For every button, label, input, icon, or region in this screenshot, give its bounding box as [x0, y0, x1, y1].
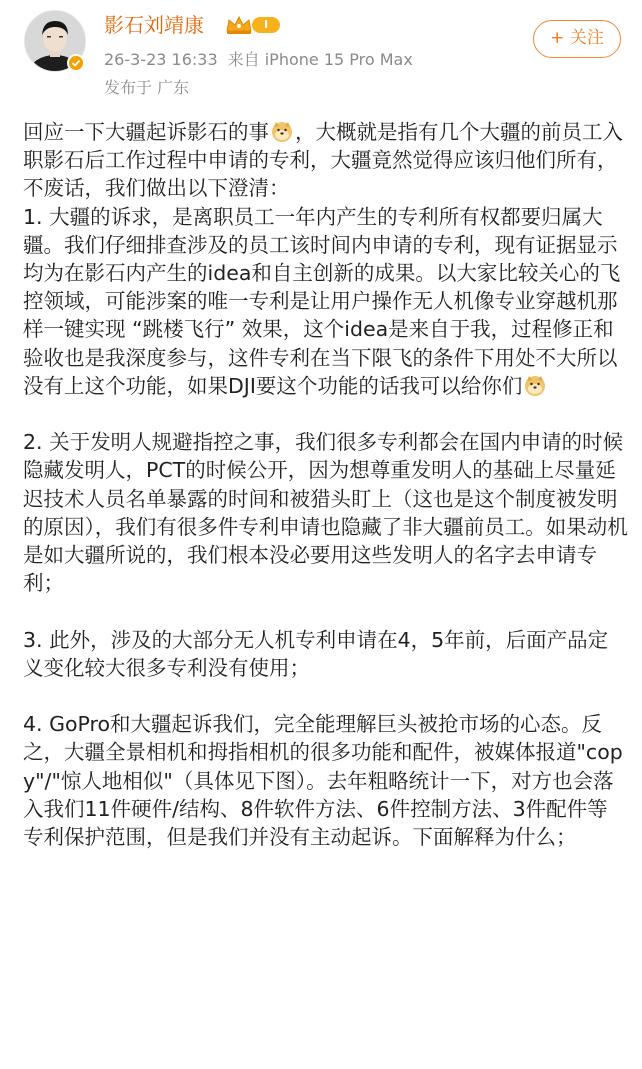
vip-crown-icon[interactable]: [224, 14, 254, 36]
post-paragraph-2: 2. 关于发明人规避指控之事，我们很多专利都会在国内申请的时候隐藏发明人，PCT的时候公开，因为想尊重发明人的基础上尽量延迟技术人员名单暴露的时间和被猎头盯上（这也是这个制度被发明的原因），我们有很多件专利申请也隐藏了非大疆前员工。如果动机是如大疆所说的，我们根本没必要用这些发明人的名字去申请专利；: [23, 430, 628, 596]
post-timestamp: 26-3-23 16:33: [104, 50, 218, 69]
verified-badge-icon: [67, 54, 85, 72]
post-text: 1. 大疆的诉求，是离职员工一年内产生的专利所有权都要归属大疆。我们仔细排查涉及的员工该时间内申请的专利，现有证据显示均为在影石内产生的idea和自主创新的成果。以大家比较关心的飞控领域，可能涉案的唯一专利是让用户操作无人机像专业穿越机那样一键实现 “跳楼飞行” 效果，这个idea是来自于我，过程修正和验收也是我深度参与，这件专利在当下限飞的条件下用处不大所以没有上这个功能，如果DJI要这个功能的话我可以给你们: [23, 204, 621, 398]
follow-button[interactable]: + 关注: [533, 20, 621, 58]
post-text: 回应一下大疆起诉影石的事: [23, 120, 269, 144]
post-meta: [104, 49, 413, 71]
post-paragraph-3: 3. 此外，涉及的大部分无人机专利申请在4，5年前，后面产品定义变化较大很多专利没有使用；: [23, 627, 609, 680]
author-name[interactable]: 影石刘靖康: [104, 13, 204, 37]
post-source: 来自 iPhone 15 Pro Max: [227, 50, 413, 69]
post-location: 发布于 广东: [104, 78, 190, 97]
avatar[interactable]: [24, 10, 86, 72]
paragraph-spacer: [23, 597, 628, 625]
post-header: [0, 0, 642, 110]
post-paragraph-intro: [23, 118, 628, 203]
post-paragraph-1: [23, 203, 628, 400]
doge-emoji-icon: [524, 375, 546, 397]
post-paragraph-4: 4. GoPro和大疆起诉我们，完全能理解巨头被抢市场的心态。反之，大疆全景相机和拇指相机的很多功能和配件，被媒体报道"copy"/"惊人地相似"（具体见下图）。去年粗略统计一下，对方也会落入我们11件硬件/结构、8件软件方法、6件控制方法、3件配件等专利保护范围，但是我们并没有主动起诉。下面解释为什么；: [23, 712, 623, 850]
post-content: [23, 118, 628, 851]
paragraph-spacer: [23, 682, 628, 710]
doge-emoji-icon: [271, 121, 293, 143]
post-text: ，大概就是指有几个大疆的前员工入职影石后工作过程中申请的专利，大疆竟然觉得应该归他们所有，不废话，我们做出以下澄清：: [23, 120, 623, 201]
level-badge: I: [252, 17, 280, 33]
paragraph-spacer: [23, 400, 628, 428]
